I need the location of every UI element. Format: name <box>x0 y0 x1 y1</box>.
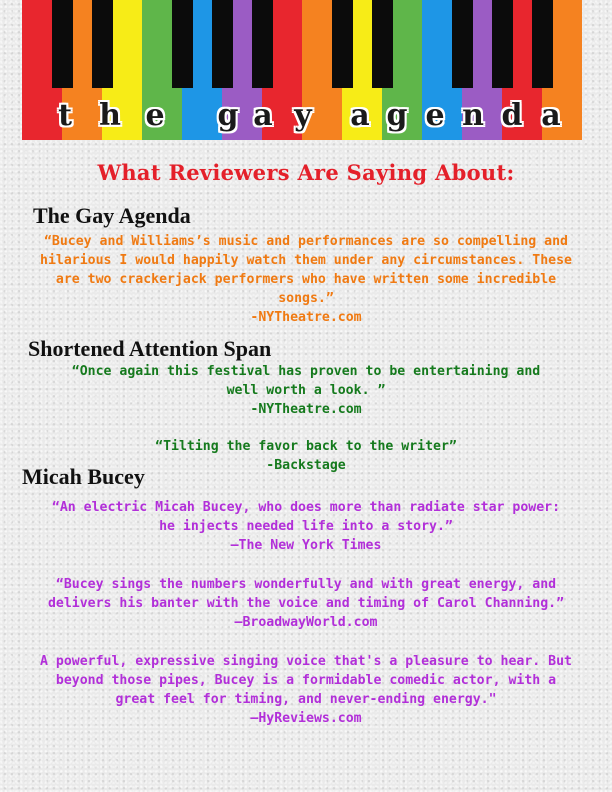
banner-letter: n <box>462 98 484 133</box>
review-quote <box>10 362 602 419</box>
banner-letter: a <box>253 98 273 133</box>
section-title-shortened-attention-span: Shortened Attention Span <box>28 336 272 361</box>
banner-letter: e <box>145 98 165 133</box>
piano-black-key <box>92 0 113 88</box>
quote-line: are two crackerjack performers who have written some incredible <box>55 272 557 287</box>
piano-black-key <box>332 0 353 88</box>
piano-black-key <box>252 0 273 88</box>
piano-black-key <box>212 0 233 88</box>
quote-line: “Bucey and Williams’s music and performances are so compelling and <box>43 234 568 249</box>
banner-letter: t <box>58 98 72 133</box>
banner-letter: d <box>501 98 523 133</box>
quote-line: beyond those pipes, Bucey is a formidable comedic actor, with a <box>55 673 557 688</box>
review-quote <box>10 575 602 632</box>
piano-black-key <box>52 0 73 88</box>
piano-black-key <box>452 0 473 88</box>
quote-source: -NYTheatre.com <box>250 310 362 325</box>
quote-line: “Bucey sings the numbers wonderfully and with great energy, and <box>55 577 557 592</box>
banner-letter: e <box>425 98 445 133</box>
quote-line: he injects needed life into a story.” <box>159 519 453 534</box>
quote-source: —BroadwayWorld.com <box>234 615 378 630</box>
piano-black-key <box>172 0 193 88</box>
piano-black-key <box>532 0 553 88</box>
review-quote <box>10 232 602 327</box>
review-quote <box>10 652 602 728</box>
quote-line: “Once again this festival has proven to be entertaining and <box>71 364 541 379</box>
banner-letter: g <box>386 98 408 133</box>
banner-letter: y <box>294 98 312 133</box>
banner-letter: a <box>541 98 561 133</box>
page-headline: What Reviewers Are Saying About: <box>97 160 515 185</box>
quote-line: great feel for timing, and never-ending energy." <box>115 692 497 707</box>
quote-line: “Tilting the favor back to the writer” <box>155 439 457 454</box>
quote-source: —HyReviews.com <box>250 711 362 726</box>
review-quote <box>10 498 602 555</box>
quote-line: hilarious I would happily watch them under any circumstances. These <box>40 253 572 268</box>
banner-letter: h <box>99 98 121 133</box>
quote-line: well worth a look. ” <box>226 383 386 398</box>
quote-source: —The New York Times <box>230 538 382 553</box>
section-title-micah-bucey: Micah Bucey <box>22 464 145 489</box>
quote-line: delivers his banter with the voice and timing of Carol Channing.” <box>47 596 565 611</box>
quote-source: -Backstage <box>266 458 346 473</box>
quote-line: A powerful, expressive singing voice that's a pleasure to hear. But <box>40 654 572 669</box>
quote-source: -NYTheatre.com <box>250 402 362 417</box>
piano-black-key <box>492 0 513 88</box>
banner-letter: a <box>350 98 370 133</box>
quote-line: “An electric Micah Bucey, who does more than radiate star power: <box>51 500 561 515</box>
piano-black-key <box>372 0 393 88</box>
banner-letter: g <box>217 98 239 133</box>
quote-line: songs.” <box>278 291 334 306</box>
section-title-the-gay-agenda: The Gay Agenda <box>33 203 191 228</box>
